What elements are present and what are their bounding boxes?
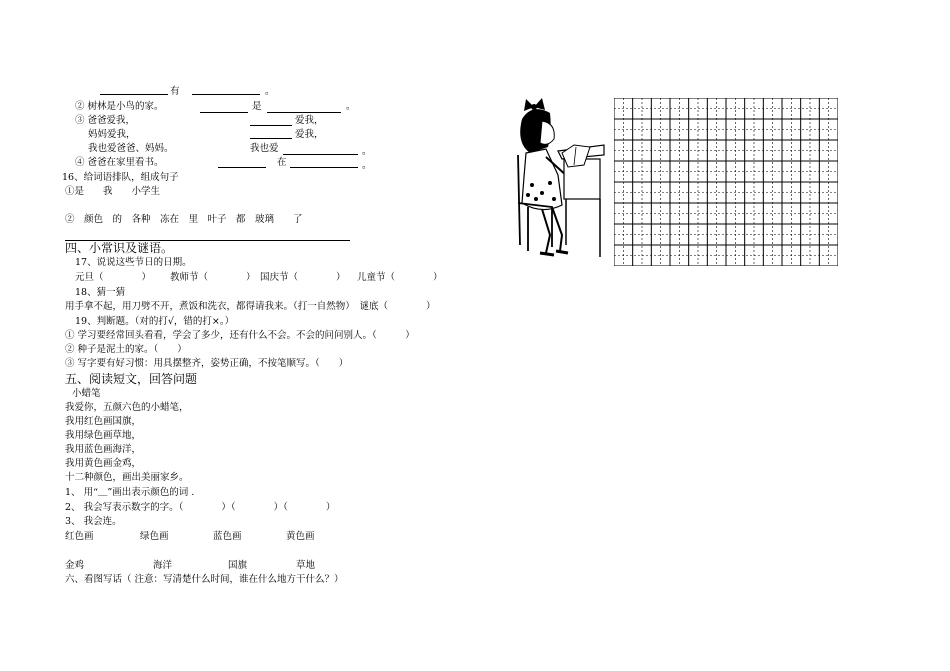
q17-holiday: 儿童节（ ） (357, 272, 443, 283)
answer-blank[interactable] (200, 112, 248, 113)
q15-word: 爱我， (295, 129, 324, 140)
q19-item: ② 种子是泥土的家。（ ） (65, 344, 187, 355)
answer-blank[interactable] (267, 112, 341, 113)
q17-holiday: 教师节（ ） (170, 272, 256, 283)
match-color[interactable]: 绿色画 (140, 531, 169, 542)
answer-blank[interactable] (290, 167, 358, 168)
q15-example-3: ③ 爸爸爱我， (75, 115, 136, 126)
q15-word: 爱我， (295, 115, 324, 126)
section-6-heading: 六、看图写话（ 注意：写清楚什么时间，谁在什么地方干什么？） (65, 574, 344, 585)
match-object[interactable]: 草地 (296, 560, 316, 571)
match-color[interactable]: 黄色画 (286, 531, 315, 542)
answer-blank[interactable] (283, 154, 358, 155)
q15-example-2: ② 树林是小鸟的家。 (75, 101, 164, 112)
poem-line: 我用蓝色画海洋， (65, 444, 142, 455)
q15-word: 是 (252, 101, 262, 112)
q15-example-6: ④ 爸爸在家里看书。 (75, 157, 164, 168)
q16-item-1: ①是 我 小学生 (65, 186, 161, 197)
poem-line: 我用黄色画金鸡， (65, 458, 142, 469)
section-4-heading: 四、小常识及谜语。 (65, 241, 174, 255)
poem-line: 我用绿色画草地， (65, 430, 142, 441)
answer-blank[interactable] (250, 138, 292, 139)
match-object[interactable]: 国旗 (228, 560, 248, 571)
q17-holiday: 国庆节（ ） (260, 272, 346, 283)
answer-blank[interactable] (192, 94, 260, 95)
reading-question: 2、 我会写表示数字的字。（ ）（ ）（ ） (65, 502, 336, 513)
poem-title: 小蜡笔 (72, 388, 101, 399)
q19-item: ③ 写字要有好习惯：用具摆整齐，姿势正确，不按笔顺写。（ ） (65, 358, 349, 369)
q16-title: 16、给词语排队，组成句子 (62, 172, 179, 183)
answer-blank[interactable] (250, 125, 292, 126)
q17-title: 17、说说这些节日的日期。 (75, 257, 192, 268)
writing-grid[interactable] (614, 98, 838, 266)
q15-period: 。 (362, 160, 372, 171)
answer-blank[interactable] (218, 167, 266, 168)
match-object[interactable]: 金鸡 (65, 560, 85, 571)
poem-line: 我用红色画国旗， (65, 416, 142, 427)
q16-item-2: ② 颜色 的 各种 冻在 里 叶子 都 玻璃 了 (65, 214, 303, 225)
q15-word: 有 (170, 86, 180, 97)
q17-holiday: 元旦（ ） (75, 272, 152, 283)
q15-word: 在 (277, 157, 287, 168)
q15-example-4: 妈妈爱我， (88, 129, 136, 140)
match-object[interactable]: 海洋 (153, 560, 173, 571)
section-divider (65, 240, 350, 241)
q18-riddle: 用手拿不起，用刀劈不开，煮饭和洗衣，都得请我来。（打一自然物） 谜底（ ） (65, 301, 436, 312)
q19-item: ① 学习要经常回头看看，学会了多少，还有什么不会。不会的问问别人。（ ） (65, 330, 415, 341)
q15-example-5: 我也爱爸爸、妈妈。 (88, 143, 174, 154)
poem-line: 我爱你，五颜六色的小蜡笔， (65, 402, 189, 413)
reading-question: 3、 我会连。 (65, 516, 122, 527)
match-color[interactable]: 红色画 (65, 531, 94, 542)
q18-title: 18、猜一猜 (75, 287, 126, 298)
q15-word: 我也爱 (250, 143, 279, 154)
girl-reading-illustration (512, 95, 606, 263)
q15-period: 。 (265, 86, 275, 97)
match-color[interactable]: 蓝色画 (213, 531, 242, 542)
poem-line: 十二种颜色，画出美丽家乡。 (65, 472, 189, 483)
answer-blank[interactable] (100, 94, 168, 95)
section-5-heading: 五、阅读短文，回答问题 (65, 372, 198, 386)
reading-question: 1、 用“＿”画出表示颜色的词 . (65, 487, 195, 498)
q15-period: 。 (346, 101, 356, 112)
q19-title: 19、判断题。（对的打√，错的打×。） (75, 316, 235, 327)
q15-period: 。 (362, 146, 372, 157)
